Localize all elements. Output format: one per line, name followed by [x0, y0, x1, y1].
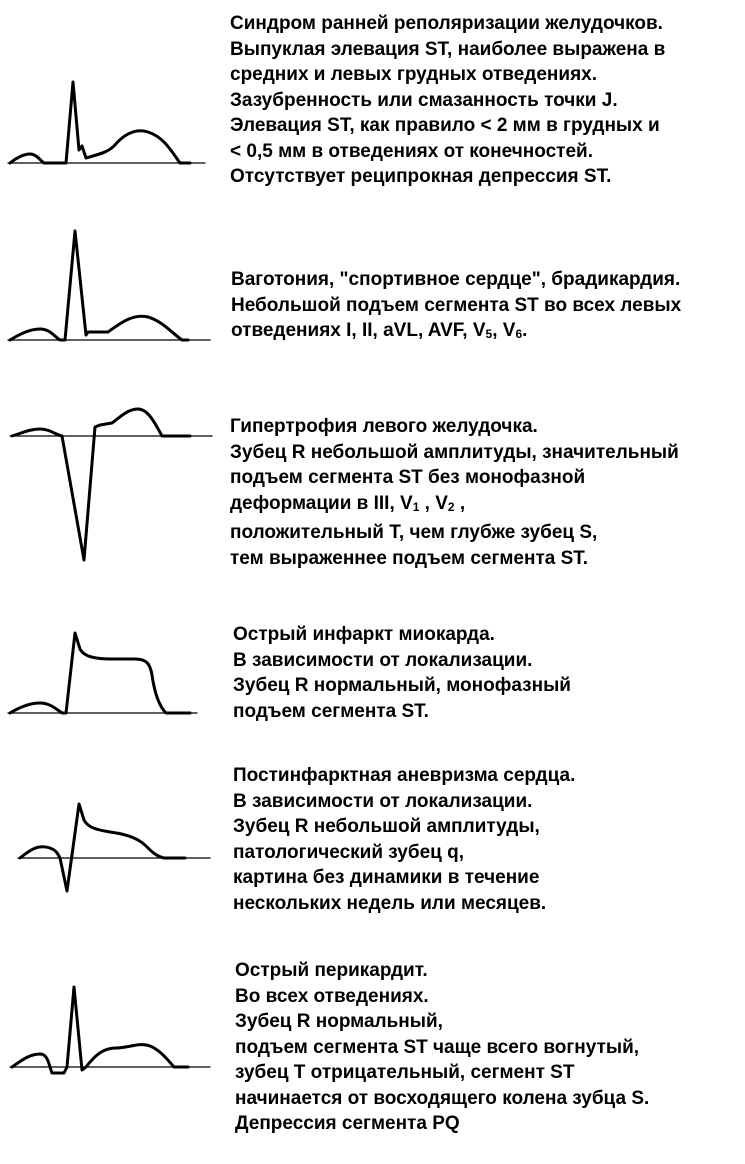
ecg-trace	[12, 987, 188, 1073]
text-line: < 0,5 мм в отведениях от конечностей.	[230, 140, 593, 162]
text-line: зубец Т отрицательный, сегмент ST	[235, 1062, 575, 1083]
text-line: Зубец R небольшой амплитуды, значительный	[230, 441, 679, 463]
text-line: Выпуклая элевация ST, наиболее выражена в	[230, 38, 666, 60]
text-line: В зависимости от локализации.	[233, 649, 533, 671]
text-line: начинается от восходящего колена зубца S.	[235, 1087, 650, 1109]
description-lvh	[230, 414, 679, 571]
text-line-leads	[230, 491, 679, 521]
text-line: Отсутствует реципрокная депрессия ST.	[230, 166, 612, 187]
ecg-acute-mi	[0, 585, 230, 750]
lead-subscript: 1	[412, 499, 420, 514]
lead-subscript: 5	[485, 327, 493, 341]
ecg-lvh	[0, 375, 230, 585]
ecg-aneurysm	[0, 750, 230, 950]
text-line: Небольшой подъем сегмента ST во всех левых	[231, 294, 682, 316]
text-line: Ваготония, "спортивное сердце", брадикардия.	[231, 269, 681, 290]
ecg-vagotonia	[0, 195, 230, 375]
panel-aneurysm	[0, 750, 745, 950]
lead-subscript: 6	[515, 327, 523, 341]
leads-text: деформации в III, V	[230, 492, 413, 514]
ecg-trace	[10, 633, 190, 713]
panel-vagotonia	[0, 195, 745, 375]
text-line: В зависимости от локализации.	[233, 790, 533, 812]
text-line: Острый перикардит.	[235, 960, 428, 981]
lead-subscript: 2	[447, 499, 455, 514]
description-early-repolarization	[230, 11, 665, 190]
leads-text: , V	[419, 492, 448, 514]
text-line: Зубец R нормальный, монофазный	[233, 675, 571, 696]
text-line: нескольких недель или месяцев.	[233, 892, 547, 914]
leads-text: отведениях I, II, aVL, AVF, V	[231, 320, 486, 341]
text-line: патологический зубец q,	[233, 841, 464, 863]
ecg-trace	[12, 409, 190, 560]
text-line: Синдром ранней реполяризации желудочков.	[230, 13, 663, 34]
text-line: Депрессия сегмента PQ	[235, 1113, 460, 1134]
text-line: тем выраженнее подъем сегмента ST.	[230, 547, 589, 569]
text-line: подъем сегмента ST.	[233, 700, 429, 722]
ecg-trace	[20, 804, 185, 891]
text-line: подъем сегмента ST без монофазной	[230, 467, 586, 488]
text-line: Во всех отведениях.	[235, 985, 429, 1007]
ecg-trace	[10, 82, 190, 163]
description-aneurysm	[233, 763, 575, 916]
text-line-leads	[231, 318, 681, 348]
text-line: Зубец R нормальный,	[235, 1011, 443, 1032]
description-acute-mi	[233, 622, 571, 724]
description-vagotonia	[231, 267, 681, 348]
text-line: Зазубренность или смазанность точки J.	[230, 89, 618, 111]
leads-text: , V	[492, 320, 516, 341]
text-line: Постинфарктная аневризма сердца.	[233, 765, 576, 786]
text-line: Гипертрофия левого желудочка.	[230, 416, 538, 437]
text-line: положительный Т, чем глубже зубец S,	[230, 522, 598, 543]
panel-acute-mi	[0, 585, 745, 750]
description-pericarditis	[235, 958, 649, 1137]
leads-text: ,	[454, 492, 466, 514]
text-line: средних и левых грудных отведениях.	[230, 64, 598, 85]
panel-lvh	[0, 375, 745, 585]
ecg-early-repolarization	[0, 0, 230, 195]
text-line: Элевация ST, как правило < 2 мм в грудных и	[230, 115, 660, 136]
text-line: Зубец R небольшой амплитуды,	[233, 816, 540, 837]
text-line: Острый инфаркт миокарда.	[233, 624, 495, 645]
ecg-trace	[10, 231, 188, 340]
ecg-pericarditis	[0, 950, 230, 1164]
leads-text: .	[522, 320, 528, 341]
text-line: подъем сегмента ST чаще всего вогнутый,	[235, 1036, 640, 1058]
text-line: картина без динамики в течение	[233, 867, 540, 888]
panel-pericarditis	[0, 950, 745, 1164]
panel-early-repolarization	[0, 0, 745, 195]
